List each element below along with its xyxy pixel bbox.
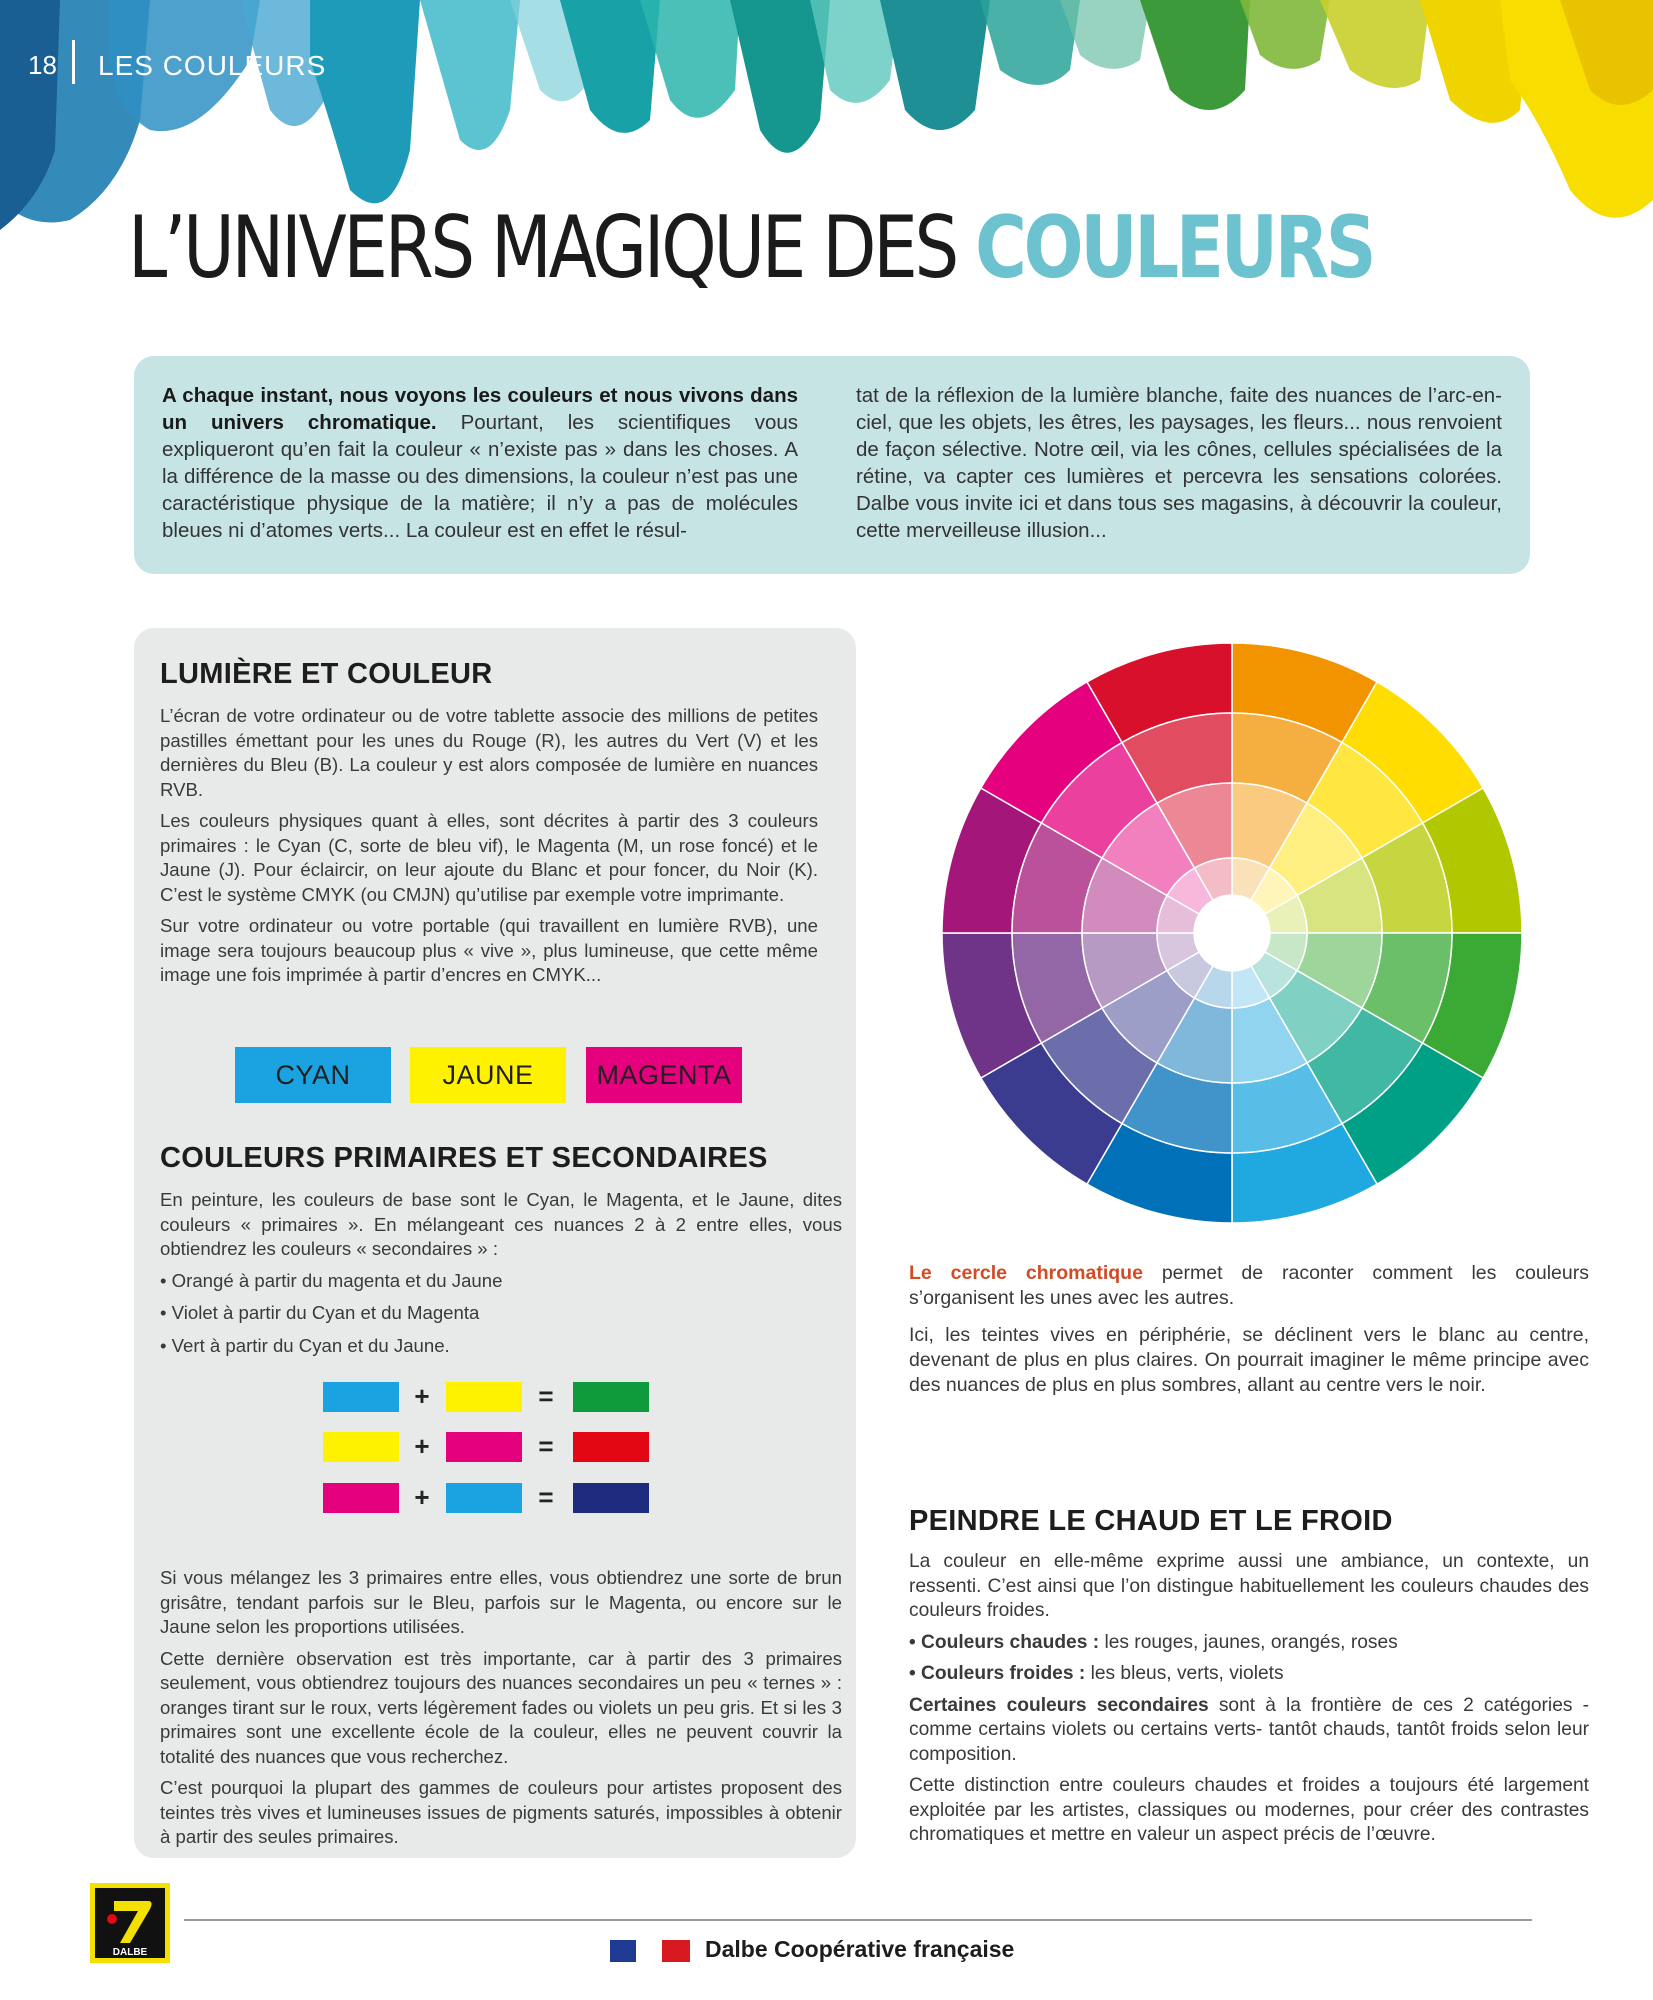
section-label: LES COULEURS bbox=[98, 50, 327, 81]
page-number: 18 bbox=[28, 50, 57, 80]
page-title bbox=[128, 198, 1374, 298]
chip-magenta: MAGENTA bbox=[586, 1047, 742, 1103]
mix-row bbox=[323, 1481, 655, 1513]
chip-cyan: CYAN bbox=[235, 1047, 391, 1103]
mix-swatch bbox=[573, 1483, 649, 1513]
mix-swatch bbox=[323, 1483, 399, 1513]
heading-chaud-froid: PEINDRE LE CHAUD ET LE FROID bbox=[909, 1505, 1393, 1537]
mix-swatch bbox=[323, 1432, 399, 1462]
plus-sign: + bbox=[414, 1431, 430, 1461]
intro-column-1 bbox=[162, 382, 798, 544]
equals-sign: = bbox=[538, 1431, 554, 1461]
chip-jaune: JAUNE bbox=[410, 1047, 566, 1103]
chaud-p2: Cette distinction entre couleurs chaudes et froides a toujours été largement exploitée par les artistes, classiques ou modernes, pour créer des contrastes chromatiques et mettre en valeur un aspect précis de l’œuvre. bbox=[909, 1775, 1589, 1845]
plus-sign: + bbox=[414, 1381, 430, 1411]
primaires-p2: Si vous mélangez les 3 primaires entre elles, vous obtiendrez une sorte de brun grisâtre, tendant parfois sur le Bleu, parfois sur le Magenta, ou encore sur le Jaune selon les proportions utilisées. bbox=[160, 1567, 842, 1637]
title-main: L’UNIVERS MAGIQUE DES bbox=[128, 198, 956, 298]
plus-sign: + bbox=[414, 1482, 430, 1512]
dalbe-logo bbox=[90, 1883, 170, 1963]
title-accent: COULEURS bbox=[975, 198, 1374, 298]
wheel-caption bbox=[909, 1261, 1589, 1410]
mix-swatch bbox=[323, 1382, 399, 1412]
intro-column-2: tat de la réflexion de la lumière blanche, faite des nuances de l’arc-en-ciel, que les objets, les êtres, les paysages, les fleurs... nous renvoient de façon sélective. Notre œil, via les cônes, cellules spécialisées de la rétine, va capter ces lumières et percevra les sensations colorées. Dalbe vous invite ici et dans tous ses magasins, à découvrir la couleur, cette merveilleuse illusion... bbox=[856, 384, 1502, 542]
primaires-p4: C’est pourquoi la plupart des gammes de couleurs pour artistes proposent des teintes très vives et lumineuses issues de pigments saturés, impossibles à obtenir à partir des seules primaires. bbox=[160, 1777, 842, 1847]
chaudes-line bbox=[909, 1631, 1589, 1656]
chaud-froid-text bbox=[909, 1550, 1589, 1855]
secondary-list bbox=[160, 1269, 842, 1359]
chaudes-label: • Couleurs chaudes : bbox=[909, 1631, 1100, 1653]
list-item: • Vert à partir du Cyan et du Jaune. bbox=[160, 1334, 450, 1356]
secondaires-text: sont à la frontière de ces 2 catégories -comme certains violets ou certains verts- tantôt chauds, tantôt froids selon leur composition. bbox=[909, 1694, 1589, 1765]
lumiere-p3: Sur votre ordinateur ou votre portable (qui travaillent en lumière RVB), une image sera toujours beaucoup plus « vive », plus lumineuse, que cette même image une fois imprimée à partir d’encres en CMYK... bbox=[160, 915, 818, 985]
primaires-p1: En peinture, les couleurs de base sont le Cyan, le Magenta, et le Jaune, dites couleurs « primaires ». En mélangeant ces nuances 2 à 2 entre elles, vous obtiendrez les couleurs « secondaires » : bbox=[160, 1189, 842, 1259]
footer-text: Dalbe Coopérative française bbox=[705, 1936, 1015, 1962]
caption-rest: permet de raconter comment les couleurs s’organisent les unes avec les autres. bbox=[909, 1262, 1589, 1309]
chaud-p1: La couleur en elle-même exprime aussi une ambiance, un contexte, un ressenti. C’est ainsi que l’on distingue habituellement les couleurs chaudes des couleurs froides. bbox=[909, 1551, 1589, 1621]
lumiere-p1: L’écran de votre ordinateur ou de votre tablette associe des millions de petites pastilles émettant pour les unes du Rouge (R), les autres du Vert (V) et les dernières du Bleu (B). La couleur y est alors composée de lumière en nuances RVB. bbox=[160, 705, 818, 800]
mix-swatch bbox=[446, 1483, 522, 1513]
lumiere-text bbox=[160, 704, 818, 995]
secondaires-line bbox=[909, 1694, 1589, 1768]
primaires-p3: Cette dernière observation est très importante, car à partir des 3 primaires seulement, vous obtiendrez toujours des nuances secondaires un peu « ternes » : oranges tirant sur le roux, verts légèrement fades ou violets un peu gris. Et si les 3 primaires sont une excellente école de la couleur, elles ne peuvent couvrir la totalité des nuances que vous recherchez. bbox=[160, 1647, 842, 1767]
mix-row bbox=[323, 1380, 655, 1412]
mix-row bbox=[323, 1430, 655, 1462]
mix-swatch bbox=[446, 1382, 522, 1412]
primaires-conclusion bbox=[160, 1566, 842, 1857]
mix-swatch bbox=[446, 1432, 522, 1462]
heading-lumiere: LUMIÈRE ET COULEUR bbox=[160, 658, 493, 690]
logo-mark bbox=[90, 1883, 170, 1963]
caption-p1 bbox=[909, 1261, 1589, 1311]
footer-rule bbox=[184, 1919, 1532, 1921]
lumiere-p2: Les couleurs physiques quant à elles, sont décrites à partir des 3 couleurs primaires : le Cyan (C, sorte de bleu vif), le Magenta (M, un rose foncé) et le Jaune (J). Pour éclaircir, on leur ajoute du Blanc et pour foncer, du Noir (K). C’est le système CMYK (ou CMJN) qu’utilise par exemple votre imprimante. bbox=[160, 810, 818, 905]
froides-label: • Couleurs froides : bbox=[909, 1663, 1086, 1684]
heading-primaires: COULEURS PRIMAIRES ET SECONDAIRES bbox=[160, 1142, 768, 1174]
secondaires-label: Certaines couleurs secondaires bbox=[909, 1694, 1209, 1716]
flag-blue-square bbox=[610, 1940, 636, 1962]
color-wheel bbox=[942, 643, 1522, 1223]
equals-sign: = bbox=[538, 1381, 554, 1411]
equals-sign: = bbox=[538, 1482, 554, 1512]
mix-swatch bbox=[573, 1382, 649, 1412]
flag-red-square bbox=[662, 1940, 690, 1962]
logo-text: DALBE bbox=[112, 1947, 148, 1958]
intro-box bbox=[134, 356, 1530, 574]
intro-lead: A chaque instant, nous voyons les couleurs et nous vivons dans un univers chromatique. bbox=[162, 384, 798, 434]
froides-line bbox=[909, 1662, 1589, 1687]
primaires-text bbox=[160, 1188, 842, 1366]
caption-highlight: Le cercle chromatique bbox=[909, 1262, 1143, 1284]
froides-text: les bleus, verts, violets bbox=[1085, 1663, 1284, 1684]
wheel-center bbox=[1194, 895, 1270, 971]
list-item: • Violet à partir du Cyan et du Magenta bbox=[160, 1302, 480, 1323]
caption-p2: Ici, les teintes vives en périphérie, se déclinent vers le blanc au centre, devenant de plus en plus claires. On pourrait imaginer le même principe avec des nuances de plus en plus sombres, allant au centre vers le noir. bbox=[909, 1324, 1589, 1396]
mix-swatch bbox=[573, 1432, 649, 1462]
intro-col1-text: Pourtant, les scientifiques vous expliqueront qu’en fait la couleur « n’existe pas » dans les choses. A la différence de la masse ou des dimensions, la couleur n’est pas une caractéristique physique de la matière; il n’y a pas de molécules bleues ni d’atomes verts... La couleur est en effet le résul- bbox=[162, 411, 798, 542]
header-separator bbox=[72, 40, 75, 84]
chaudes-text: les rouges, jaunes, orangés, roses bbox=[1099, 1631, 1398, 1653]
list-item: • Orangé à partir du magenta et du Jaune bbox=[160, 1269, 503, 1291]
